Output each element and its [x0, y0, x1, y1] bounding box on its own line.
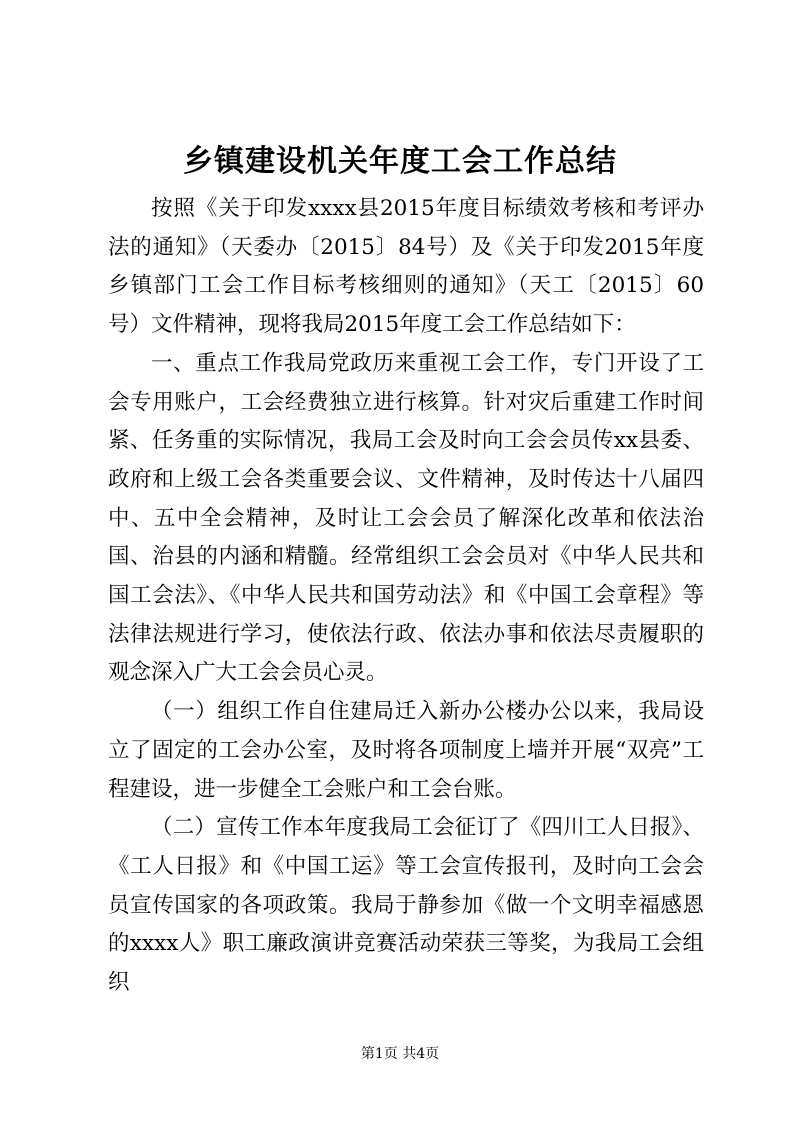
- document-body: [108, 190, 704, 1003]
- paragraph-organization: （一）组织工作自住建局迁入新办公楼办公以来，我局设立了固定的工会办公室，及时将各项制度上墙并开展“双亮”工程建设，进一步健全工会账户和工会台账。: [108, 699, 704, 802]
- paragraph-key-work: 一、重点工作我局党政历来重视工会工作，专门开设了工会专用账户，工会经费独立进行核算。针对灾后重建工作时间紧、任务重的实际情况，我局工会及时向工会会员传xx县委、政府和上级工会各类重要会议、文件精神，及时传达十八届四中、五中全会精神，及时让工会会员了解深化改革和依法治国、治县的内涵和精髓。经常组织工会会员对《中华人民共和国工会法》、《中华人民共和国劳动法》和《中国工会章程》等法律法规进行学习，使依法行政、依法办事和依法尽责履职的观念深入广大工会会员心灵。: [108, 350, 704, 686]
- paragraph-intro: 按照《关于印发xxxx县2015年度目标绩效考核和考评办法的通知》（天委办〔2015〕84号）及《关于印发2015年度乡镇部门工会工作目标考核细则的通知》（天工〔2015〕60号）文件精神，现将我局2015年度工会工作总结如下：: [108, 196, 704, 338]
- paragraph-publicity: （二）宣传工作本年度我局工会征订了《四川工人日报》、《工人日报》和《中国工运》等工会宣传报刊，及时向工会会员宣传国家的各项政策。我局于静参加《做一个文明幸福感恩的xxxx人》职工廉政演讲竞赛活动荣获三等奖，为我局工会组织: [108, 815, 704, 996]
- document-title: 乡镇建设机关年度工会工作总结: [183, 144, 617, 179]
- page-footer: 第1页 共4页: [360, 1046, 440, 1062]
